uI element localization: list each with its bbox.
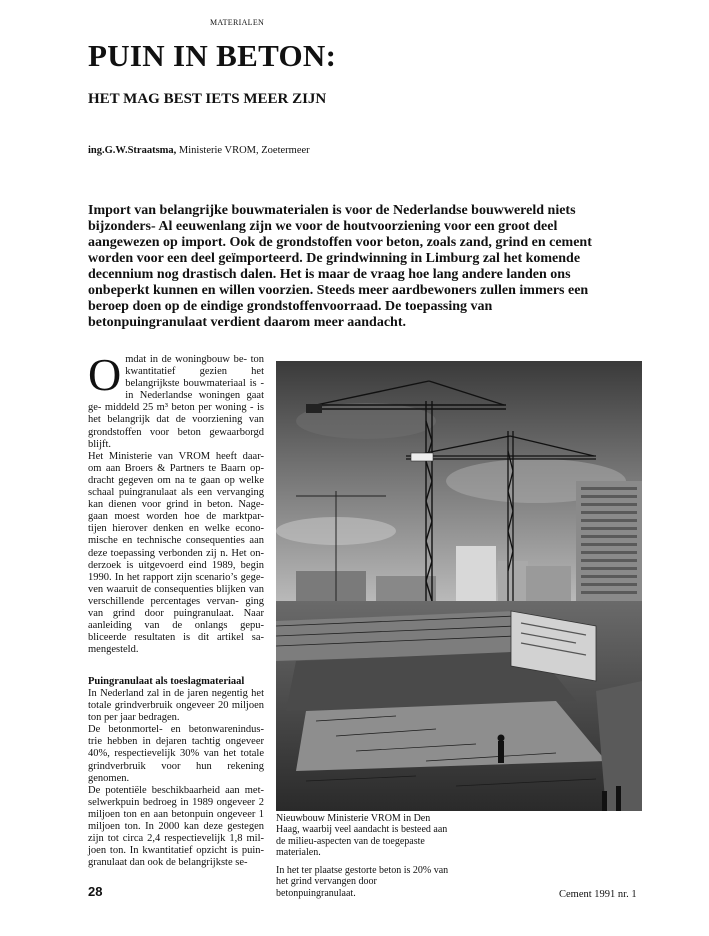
body-paragraph: Het Ministerie van VROM heeft daar- om aan Broers & Partners te Baarn op- dracht gegeven om na te gaan op welke schaal puingranulaat als een vervanging kan dienen voor grind in beton. Nage- gaan moest worden hoe de marktpar- tijen hierover denken en welke econo- mische en technische consequenties aan deze toepassing verbonden zij n. Het on- derzoek is uitgevoerd eind 1989, begin 1990. In het rapport zijn scenario’s gege- ven waaruit de consequenties blijken van verschillende percentages vervan- ging van grind door puingranulaat. Naar aanleiding van de onlangs gepu- bliceerde resultaten is dit artikel sa- mengesteld. bbox=[88, 450, 264, 656]
page-number: 28 bbox=[88, 884, 103, 899]
body-column-top bbox=[88, 349, 264, 656]
construction-site-photo bbox=[276, 361, 642, 811]
figure-caption: Nieuwbouw Ministerie VROM in Den Haag, waarbij veel aandacht is besteed aan de milieu-aspecten van de toegepaste materialen. bbox=[276, 813, 448, 858]
journal-footer: Cement 1991 nr. 1 bbox=[559, 889, 637, 900]
section-subhead: Puingranulaat als toeslagmateriaal bbox=[88, 676, 245, 687]
article-subtitle: HET MAG BEST IETS MEER ZIJN bbox=[88, 91, 327, 107]
article-title: PUIN IN BETON: bbox=[88, 38, 337, 73]
author-line bbox=[88, 145, 310, 156]
body-column-bottom bbox=[88, 688, 264, 869]
lead-paragraph: Import van belangrijke bouwmaterialen is voor de Nederlandse bouwwereld niets bijzonders- Al eeuwenlang zijn we voor de houtvoorziening voor een groot deel aangewezen op import. Ook de grondstoffen voor beton, zoals zand, grind en cement worden voor een deel geïmporteerd. De grindwinning in Limburg zal het komende decennium nog drastisch dalen. Het is maar de vraag hoe lang andere landen ons onbeperkt kunnen en willen voorzien. Steeds meer aardbewoners zullen immers een beroep doen op de eindige grondstoffenvoorraad. De toepassing van betonpuingranulaat verdient daarom meer aandacht. bbox=[88, 203, 592, 330]
author-affiliation: Ministerie VROM, Zoetermeer bbox=[176, 145, 310, 156]
author-name: ing.G.W.Straatsma, bbox=[88, 145, 177, 156]
body-paragraph: In Nederland zal in de jaren negentig het totale grindverbruik ongeveer 20 miljoen ton per jaar bedragen. bbox=[88, 688, 264, 724]
body-paragraph: mdat in de woningbouw be- ton kwantitatief gezien het belangrijkste bouwmateriaal is - in Nederlandse woningen gaat ge- middeld 25 m³ beton per woning - is het belangrijk dat de voorziening van grondstoffen voor beton gewaarborgd blijft. bbox=[88, 354, 264, 450]
drop-cap: O bbox=[88, 349, 122, 400]
body-paragraph: De potentiële beschikbaarheid aan met- selwerkpuin bedroeg in 1989 ongeveer 2 miljoen ton en aan betonpuin ongeveer 1 miljoen ton. In 2000 kan deze gestegen zijn tot circa 2,4 respectievelijk 1,8 mil- joen ton. In kwantitatief opzicht is puin- granulaat dan ook de belangrijkste se- bbox=[88, 784, 264, 869]
figure-caption-note: In het ter plaatse gestorte beton is 20% van het grind vervangen door betonpuingranulaat. bbox=[276, 865, 449, 899]
body-paragraph: De betonmortel- en betonwarenindus- trie hebben in dejaren tachtig ongeveer 40%, respectievelijk 30% van het totale grindverbruik voor hun rekening genomen. bbox=[88, 724, 264, 784]
section-label: MATERIALEN bbox=[210, 18, 265, 27]
